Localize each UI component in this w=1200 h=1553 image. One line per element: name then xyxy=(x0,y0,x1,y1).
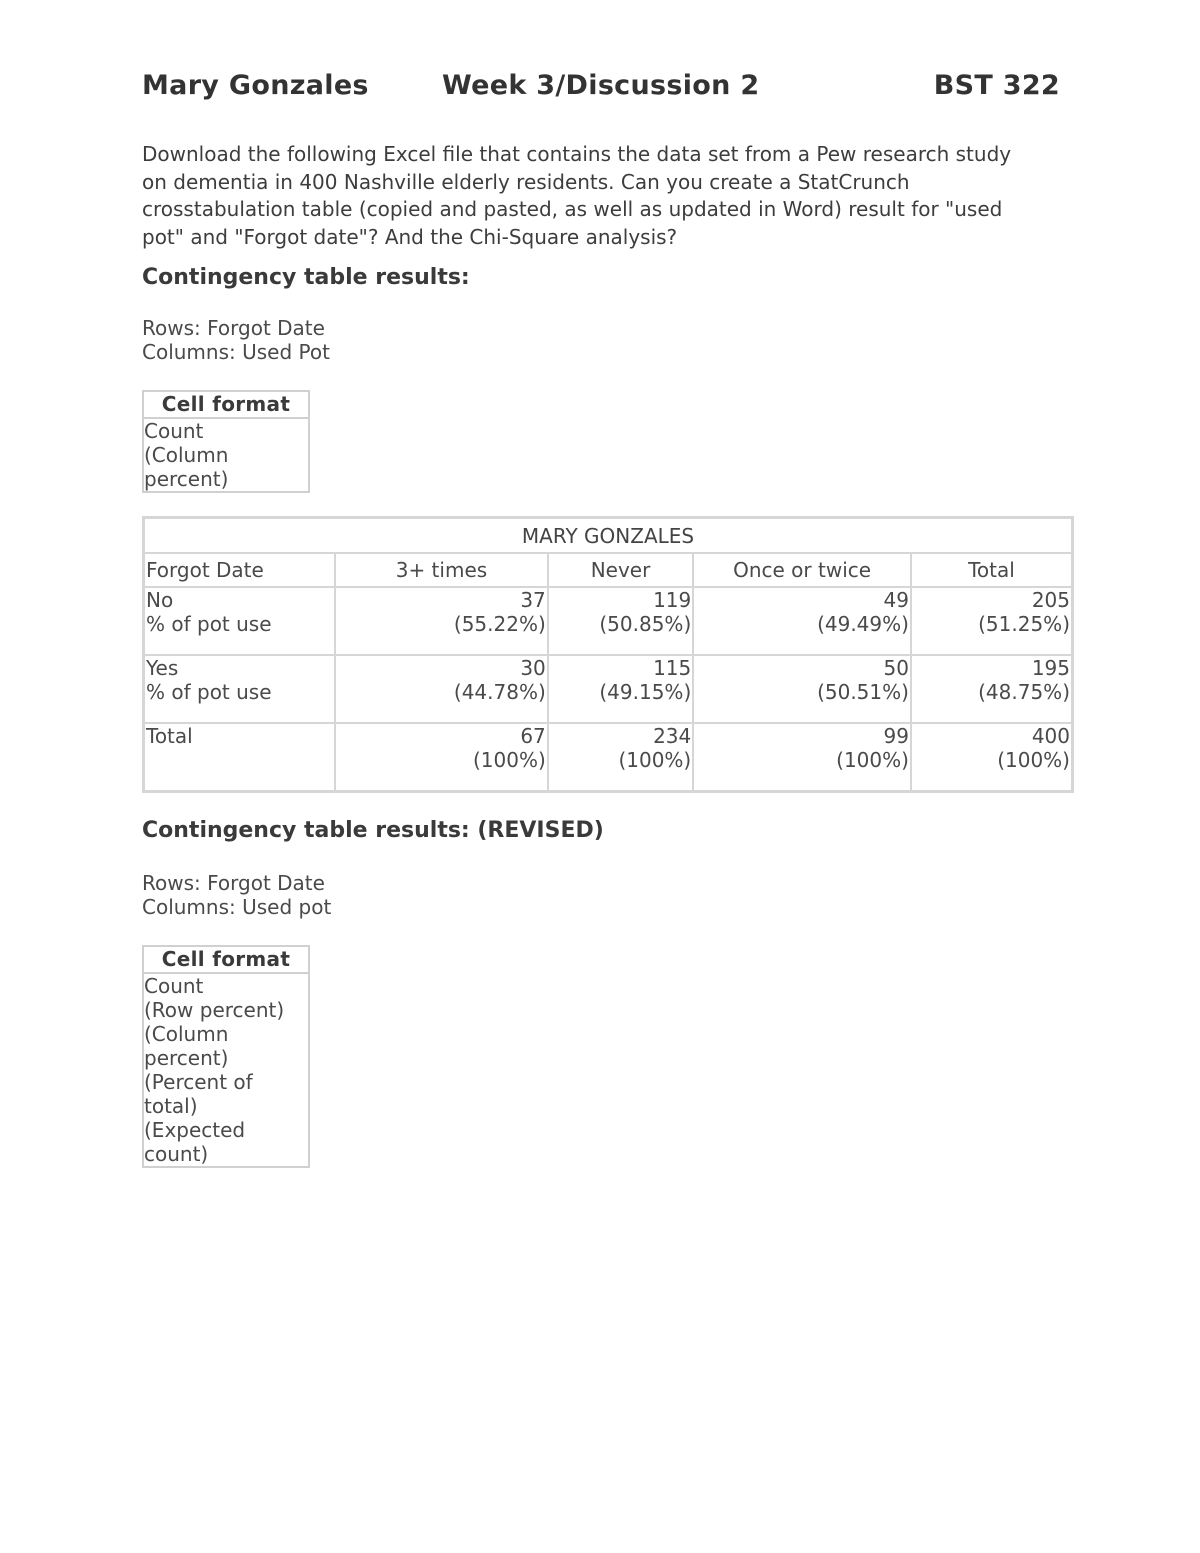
table-cell: 37 (55.22%) xyxy=(335,587,548,655)
table-row xyxy=(144,723,1073,792)
columns-label: Columns: Used Pot xyxy=(142,340,330,364)
table-cell: 205 (51.25%) xyxy=(911,587,1073,655)
column-header: 3+ times xyxy=(335,553,548,587)
cell-format-line: (Percent of xyxy=(144,1070,253,1094)
table-cell: 115 (49.15%) xyxy=(548,655,693,723)
crosstab-table xyxy=(142,516,1074,793)
table-cell: 49 (49.49%) xyxy=(693,587,911,655)
section-title-results: Contingency table results: xyxy=(142,265,470,290)
table-cell: 400 (100%) xyxy=(911,723,1073,792)
table-cell: 99 (100%) xyxy=(693,723,911,792)
row-label: No % of pot use xyxy=(144,587,336,655)
cell-format-line: percent) xyxy=(144,467,229,491)
cell-format-line: (Column xyxy=(144,443,229,467)
table-cell: 234 (100%) xyxy=(548,723,693,792)
cell-format-line: count) xyxy=(144,1142,209,1166)
table-row xyxy=(144,655,1073,723)
cell-format-line: (Row percent) xyxy=(144,998,285,1022)
columns-label: Columns: Used pot xyxy=(142,895,332,919)
column-header: Once or twice xyxy=(693,553,911,587)
column-header: Total xyxy=(911,553,1073,587)
cell-format-line: Count xyxy=(144,974,204,998)
cell-format-legend-2 xyxy=(142,945,310,1168)
row-label: Yes % of pot use xyxy=(144,655,336,723)
cell-format-line: percent) xyxy=(144,1046,229,1070)
rows-label: Rows: Forgot Date xyxy=(142,871,325,895)
crosstab-title: MARY GONZALES xyxy=(144,518,1073,554)
cell-format-line: total) xyxy=(144,1094,198,1118)
row-label: Total xyxy=(144,723,336,792)
crosstab-header-row xyxy=(144,553,1073,587)
table-variables-2 xyxy=(142,871,331,919)
table-row xyxy=(144,587,1073,655)
table-cell: 50 (50.51%) xyxy=(693,655,911,723)
document-header xyxy=(142,70,1060,104)
table-cell: 119 (50.85%) xyxy=(548,587,693,655)
table-variables-1 xyxy=(142,316,330,364)
assignment-prompt: Download the following Excel file that contains the data set from a Pew research study on dementia in 400 Nashville elderly residents. Can you create a StatCrunch crosstabulation table (copied and pasted, as well as updated in Word) result for "used pot" and "Forgot date"? And the Chi-Square analysis? xyxy=(142,142,1012,249)
column-header: Never xyxy=(548,553,693,587)
cell-format-line: (Expected xyxy=(144,1118,246,1142)
crosstab-corner: Forgot Date xyxy=(144,553,336,587)
cell-format-line: Count xyxy=(144,419,204,443)
table-cell: 67 (100%) xyxy=(335,723,548,792)
assignment-title: Week 3/Discussion 2 xyxy=(442,70,760,101)
table-cell: 30 (44.78%) xyxy=(335,655,548,723)
rows-label: Rows: Forgot Date xyxy=(142,316,325,340)
section-title-revised: Contingency table results: (REVISED) xyxy=(142,818,604,843)
author-name: Mary Gonzales xyxy=(142,70,369,101)
cell-format-header: Cell format xyxy=(143,391,309,418)
cell-format-legend-1 xyxy=(142,390,310,493)
cell-format-header: Cell format xyxy=(143,946,309,973)
course-code: BST 322 xyxy=(933,70,1060,101)
table-cell: 195 (48.75%) xyxy=(911,655,1073,723)
cell-format-line: (Column xyxy=(144,1022,229,1046)
